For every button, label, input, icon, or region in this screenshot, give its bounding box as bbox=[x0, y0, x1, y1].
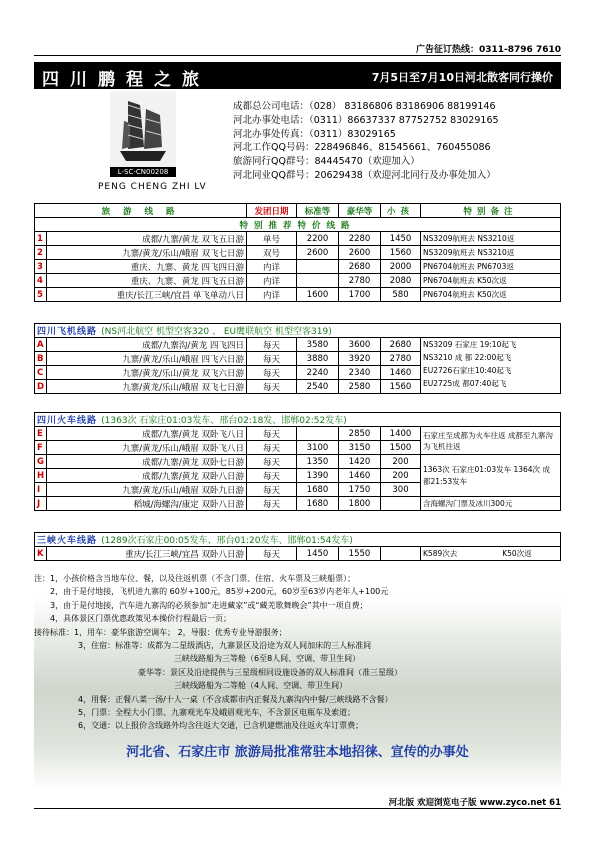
col-route: 旅 游 线 路 bbox=[35, 204, 247, 218]
contact-block bbox=[233, 100, 499, 183]
col-date: 发团日期 bbox=[247, 204, 297, 218]
note-line: 2，由于是付地接，飞机进九寨的 60岁+100元，85岁+200元，60岁至63岁内老年人+100元 bbox=[50, 587, 389, 597]
note-line: 豪华等：景区及沿途提供与三星级相同设施设备的双人标准间（准三星级） bbox=[138, 667, 402, 677]
col-luxury: 豪华等 bbox=[339, 204, 381, 218]
price-period: 7月5日至7月10日河北散客同行操价 bbox=[371, 71, 553, 84]
page-footer: 河北版 欢迎浏览电子版 www.zyco.net 61 bbox=[388, 798, 561, 808]
gorge-section-title: 三峡火车线路 (1289次石家庄00:05发车、邢台01:20发车、邯郸01:54发车) bbox=[35, 533, 561, 547]
contact-line: 河北同业QQ群号：20629438（欢迎河北同行及办事处加入） bbox=[233, 169, 496, 181]
note-line: 接待标准：1，用车：豪华旅游空调车； 2，导服：优秀专业导游服务； bbox=[34, 627, 287, 637]
note-line: 3，住宿：标准等：成都为二星级酒店，九寨景区及沿途为双人间加床的三人标准间 bbox=[78, 641, 372, 651]
note-line: 三峡线路船为二等舱（4人间、空调、带卫生间） bbox=[174, 681, 348, 691]
contact-line: 河北办事处电话：（0311）86637337 87752752 83029165 bbox=[233, 114, 499, 126]
train-note-j: 含海螺沟门票及冰川300元 bbox=[421, 497, 561, 511]
junk-boat-logo bbox=[110, 91, 176, 167]
air-section-title: 四川飞机线路 (NS河北航空 机型空客320 、 EU鹰联航空 机型空客319) bbox=[35, 324, 561, 338]
table-header-row bbox=[35, 204, 561, 218]
header-rule bbox=[34, 55, 561, 56]
footer-rule bbox=[34, 808, 561, 809]
brand-name-en: PENG CHENG ZHI LV bbox=[98, 182, 207, 192]
office-slogan: 河北省、石家庄市 旅游局批准常驻本地招徕、宣传的办事处 bbox=[126, 745, 469, 760]
title-banner bbox=[34, 62, 561, 89]
agency-title: 四川鹏程之旅 bbox=[42, 70, 210, 90]
contact-line: 河北工作QQ号码：228496846、81545661、760455086 bbox=[233, 142, 491, 154]
note-line: 3，由于是付地接，汽车进九寨沟的必须参加“走进藏家”或“藏羌歌舞晚会”其中一项自费； bbox=[50, 600, 368, 610]
train-note-ghi: 1363次 石家庄01:03发车 1364次 成 都21:53发车 bbox=[421, 455, 561, 497]
ad-hotline: 广告征订热线：0311-8796 7610 bbox=[415, 45, 561, 55]
table-row: J 稻城/海螺沟/康定 双卧八日游 每天 1680 1800 含海螺沟门票及冰川300元 bbox=[35, 497, 561, 511]
air-section-sub: (NS河北航空 机型空客320 、 EU鹰联航空 机型空客319) bbox=[101, 327, 332, 337]
contact-line: 河北办事处传真：（0311）83029165 bbox=[233, 128, 396, 140]
table-row: B 九寨/黄龙/乐山/峨眉 四飞六日游 每天 3880 3920 2780 bbox=[35, 352, 561, 366]
train-section-sub: (1363次 石家庄01:03发车、邢台02:18发、邯郸02:52发车) bbox=[101, 416, 347, 426]
col-child: 小孩 bbox=[381, 204, 421, 218]
contact-line: 旅游同行QQ群号：84445470（欢迎加入） bbox=[233, 156, 420, 168]
table-row: H 成都/九寨/黄龙 双卧八日游 每天 1390 1460 200 bbox=[35, 469, 561, 483]
table-row: 3 重庆、九寨、黄龙 四飞四日游 内详 2680 2000 PN6704航班去 PN6703返 bbox=[35, 260, 561, 274]
train-route-table bbox=[34, 412, 561, 511]
special-route-table bbox=[34, 203, 561, 302]
terms-notes bbox=[34, 572, 561, 790]
table-row: F 九寨/黄龙/乐山/峨眉 双卧飞八日 每天 3100 3150 1500 bbox=[35, 441, 561, 455]
table-row: K 重庆/长江三峡/宜昌 双卧八日游 每天 1450 1550 K589次去 K50次返 bbox=[35, 547, 561, 561]
table-row: D 九寨/黄龙/乐山/峨眉 双飞七日游 每天 2540 2580 1560 bbox=[35, 380, 561, 394]
air-route-table bbox=[34, 323, 561, 394]
table-row: 4 重庆、九寨、黄龙 四飞五日游 内详 2780 2080 PN6704航班去 K50次返 bbox=[35, 274, 561, 288]
table-row: 1 成都/九寨/黄龙 双飞五日游 单号 2200 2280 1450 NS3209航班去 NS3210返 bbox=[35, 232, 561, 246]
note-line: 6，交通：以上报价含线路外均含往返大交通，已含机建燃油及往返火车订票费； bbox=[78, 721, 364, 731]
gorge-note: K589次去 K50次返 bbox=[421, 547, 561, 561]
table-row: C 九寨/黄龙/乐山/黄龙 双飞六日游 每天 2240 2340 1460 bbox=[35, 366, 561, 380]
table-row: G 成都/九寨/黄龙 双卧七日游 每天 1350 1420 200 1363次 石家庄01:03发车 1364次 成 都21:53发车 bbox=[35, 455, 561, 469]
note-line: 注：1，小孩价格含当地车位、餐，以及往返机票（不含门票、住宿、火车票及三峡船票）； bbox=[34, 574, 356, 583]
gorge-route-table bbox=[34, 532, 561, 561]
gorge-section-sub: (1289次石家庄00:05发车、邢台01:20发车、邯郸01:54发车) bbox=[101, 536, 353, 546]
table-row: E 成都/九寨/黄龙 双卧飞八日 每天 2850 1400 石家庄至成都为火车往返 成都至九寨沟为飞机往返 bbox=[35, 427, 561, 441]
table-row: 5 重庆/长江三峡/宜昌 单飞单动八日 内详 1600 1700 580 PN6704航班去 K50次返 bbox=[35, 288, 561, 302]
air-flight-note: NS3209 石家庄 19:10起飞 NS3210 成 都 22:00起飞 EU2726石家庄10:40起飞 EU2725成 都07:40起飞 bbox=[421, 338, 561, 394]
table-row: A 成都/九寨沟/黄龙 四飞四日 每天 3580 3600 2680 NS3209 石家庄 19:10起飞 NS3210 成 都 22:00起飞 EU2726石家庄10:40起飞 EU2725成 都07:40起飞 bbox=[35, 338, 561, 352]
special-title: 特别推荐特价线路 bbox=[35, 218, 561, 232]
train-note-ef: 石家庄至成都为火车往返 成都至九寨沟为飞机往返 bbox=[421, 427, 561, 455]
train-section-title: 四川火车线路 (1363次 石家庄01:03发车、邢台02:18发、邯郸02:52发车) bbox=[35, 413, 561, 427]
note-line: 5，门票：全程大小门票、九寨观光车及峨眉观光车，不含景区电瓶车及索道； bbox=[78, 708, 356, 718]
table-row: 2 九寨/黄龙/乐山/峨眉 双飞七日游 双号 2600 2600 1560 NS3209航班去 NS3210返 bbox=[35, 246, 561, 260]
col-remark: 特别备注 bbox=[421, 204, 561, 218]
table-row: I 九寨/黄龙/乐山/峨眉 双卧九日游 每天 1680 1750 300 bbox=[35, 483, 561, 497]
contact-line: 成都总公司电话：（028） 83186806 83186906 88199146 bbox=[233, 101, 496, 112]
note-line: 4，具体景区门票优惠政策见本操价行程最后一页； bbox=[50, 614, 232, 624]
note-line: 三峡线路船为三等舱（6至8人间、空调、带卫生间） bbox=[174, 654, 361, 664]
license-number: L-SC-CN00208 bbox=[110, 167, 176, 177]
note-line: 4，用餐：正餐八菜一汤/十人一桌（不含成都市内正餐及九寨沟内中餐/三峡线路不含餐） bbox=[78, 694, 393, 704]
col-standard: 标准等 bbox=[297, 204, 339, 218]
